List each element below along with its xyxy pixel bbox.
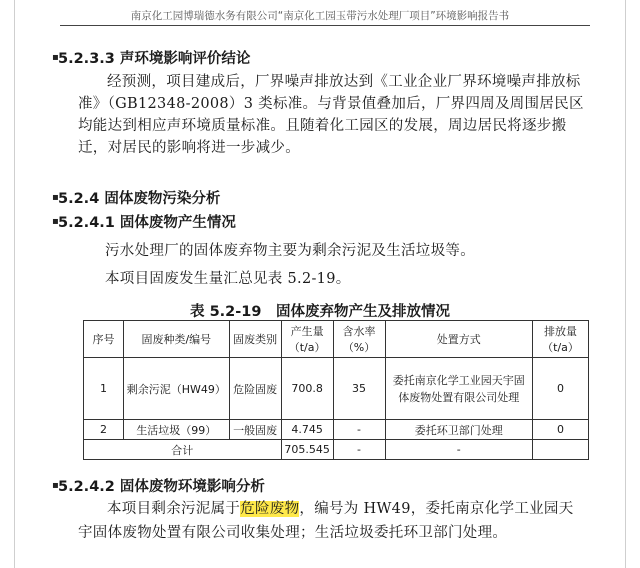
heading-5-2-4: 5.2.4 固体废物污染分析	[58, 191, 221, 207]
cell-disposal: 委托环卫部门处理	[385, 420, 533, 440]
cell-index: 2	[84, 420, 124, 440]
cell-type: 剩余污泥（HW49）	[123, 358, 229, 420]
bullet-icon: ▪	[52, 52, 59, 63]
col-header-disposal: 处置方式	[385, 321, 533, 358]
cell-moisture: -	[333, 420, 385, 440]
cell-total-disposal: -	[385, 440, 533, 460]
heading-5-2-4-2: 5.2.4.2 固体废物环境影响分析	[58, 479, 265, 495]
header-rule	[60, 25, 590, 26]
running-header: 南京化工园博瑞德水务有限公司“南京化工园玉带污水处理厂项目”环境影响报告书	[130, 10, 510, 22]
col-header-index: 序号	[84, 321, 124, 358]
page-border-right	[625, 0, 626, 568]
paragraph-text-post: ，编号为 HW49，委托南京化学工业园天宇固体废物处置有限公司收集处理；生活垃圾委托环卫部门处理。	[78, 501, 574, 541]
cell-amount: 700.8	[281, 358, 333, 420]
bullet-icon: ▪	[52, 216, 59, 227]
cell-category: 一般固废	[229, 420, 281, 440]
table-row	[84, 358, 589, 420]
text-table-reference: 本项目固废发生量汇总见表 5.2-19。	[105, 271, 351, 287]
col-header-emission: 排放量（t/a）	[533, 321, 589, 358]
cell-total-emission	[533, 440, 589, 460]
col-header-category: 固废类别	[229, 321, 281, 358]
cell-moisture: 35	[333, 358, 385, 420]
cell-total-label: 合计	[84, 440, 282, 460]
paragraph-noise-conclusion: 经预测，项目建成后，厂界噪声排放达到《工业企业厂界环境噪声排放标准》（GB12348-2008）3 类标准。与背景值叠加后，厂界四周及周围居民区均能达到相应声环境质量标准。且随着化工园区的发展，周边居民将逐步搬迁，对居民的影响将进一步减少。	[78, 74, 584, 156]
cell-category: 危险固废	[229, 358, 281, 420]
paragraph-text-pre: 本项目剩余污泥属于	[107, 501, 241, 517]
highlighted-term: 危险废物	[240, 501, 300, 517]
col-header-moisture: 含水率（%）	[333, 321, 385, 358]
heading-5-2-4-1: 5.2.4.1 固体废物产生情况	[58, 215, 236, 231]
cell-amount: 4.745	[281, 420, 333, 440]
cell-type: 生活垃圾（99）	[123, 420, 229, 440]
cell-emission: 0	[533, 358, 589, 420]
cell-total-amount: 705.545	[281, 440, 333, 460]
solid-waste-table	[83, 320, 589, 460]
table-total-row	[84, 440, 589, 460]
col-header-amount: 产生量（t/a）	[281, 321, 333, 358]
cell-index: 1	[84, 358, 124, 420]
page-border-left	[14, 0, 15, 568]
bullet-icon: ▪	[52, 192, 59, 203]
cell-emission: 0	[533, 420, 589, 440]
text-solid-waste-types: 污水处理厂的固体废弃物主要为剩余污泥及生活垃圾等。	[105, 243, 475, 259]
col-header-type: 固废种类/编号	[123, 321, 229, 358]
table-caption: 表 5.2-19 固体废弃物产生及排放情况	[190, 304, 450, 320]
heading-5-2-3-3: 5.2.3.3 声环境影响评价结论	[58, 51, 251, 67]
cell-total-moisture: -	[333, 440, 385, 460]
table-header-row	[84, 321, 589, 358]
bullet-icon: ▪	[52, 480, 59, 491]
table-row	[84, 420, 589, 440]
cell-disposal: 委托南京化学工业园天宇固体废物处置有限公司处理	[385, 358, 533, 420]
paragraph-solid-waste-impact	[78, 497, 588, 545]
